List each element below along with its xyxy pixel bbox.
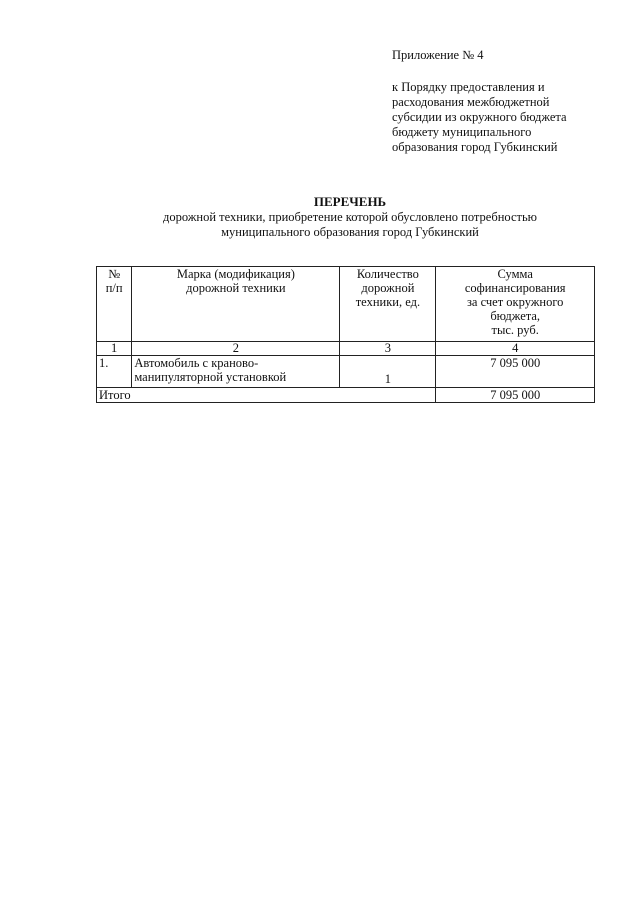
header-text: софинансирования (464, 281, 566, 295)
document-subtitle-line: дорожной техники, приобретение которой обусловлено потребностью (162, 210, 538, 224)
header-text: за счет окружного (466, 295, 564, 309)
appendix-block (392, 48, 567, 155)
table-header-row (97, 267, 595, 342)
row-number-cell: 1. (97, 356, 132, 388)
total-sum-cell: 7 095 000 (436, 388, 595, 403)
total-label-cell: Итого (97, 388, 436, 403)
appendix-line: расходования межбюджетной (392, 95, 550, 109)
header-text: п/п (105, 281, 123, 295)
header-cell-number (97, 267, 132, 342)
header-text: тыс. руб. (491, 323, 539, 337)
appendix-line: образования город Губкинский (392, 140, 558, 154)
column-number-cell: 1 (97, 342, 132, 356)
row-name-cell (132, 356, 340, 388)
appendix-title: Приложение № 4 (392, 48, 484, 62)
document-heading (60, 194, 640, 240)
column-number-cell: 2 (132, 342, 340, 356)
document-title: ПЕРЕЧЕНЬ (313, 194, 387, 209)
column-number-cell: 4 (436, 342, 595, 356)
total-row (97, 388, 595, 403)
row-name-line: манипуляторной установкой (134, 370, 287, 384)
appendix-line: к Порядку предоставления и (392, 80, 545, 94)
row-name-line: Автомобиль с крановo- (134, 356, 259, 370)
document-subtitle-line: муниципального образования город Губкинский (221, 225, 479, 239)
column-number-row (97, 342, 595, 356)
appendix-line: бюджету муниципального (392, 125, 532, 139)
header-text: Количество (356, 267, 419, 281)
header-cell-brand (132, 267, 340, 342)
header-text: Сумма (497, 267, 533, 281)
header-text: техники, ед. (355, 295, 421, 309)
header-text: Марка (модификация) (176, 267, 295, 281)
row-quantity-value: 1 (384, 372, 392, 386)
header-text: дорожной техники (186, 281, 286, 295)
header-text: бюджета, (490, 309, 541, 323)
header-text: дорожной (361, 281, 415, 295)
row-quantity-cell (340, 356, 436, 388)
appendix-line: субсидии из окружного бюджета (392, 110, 567, 124)
row-sum-cell: 7 095 000 (436, 356, 595, 388)
header-cell-sum (436, 267, 595, 342)
equipment-table (96, 266, 595, 403)
column-number-cell: 3 (340, 342, 436, 356)
header-cell-quantity (340, 267, 436, 342)
header-text: № (108, 267, 121, 281)
table-row (97, 356, 595, 388)
